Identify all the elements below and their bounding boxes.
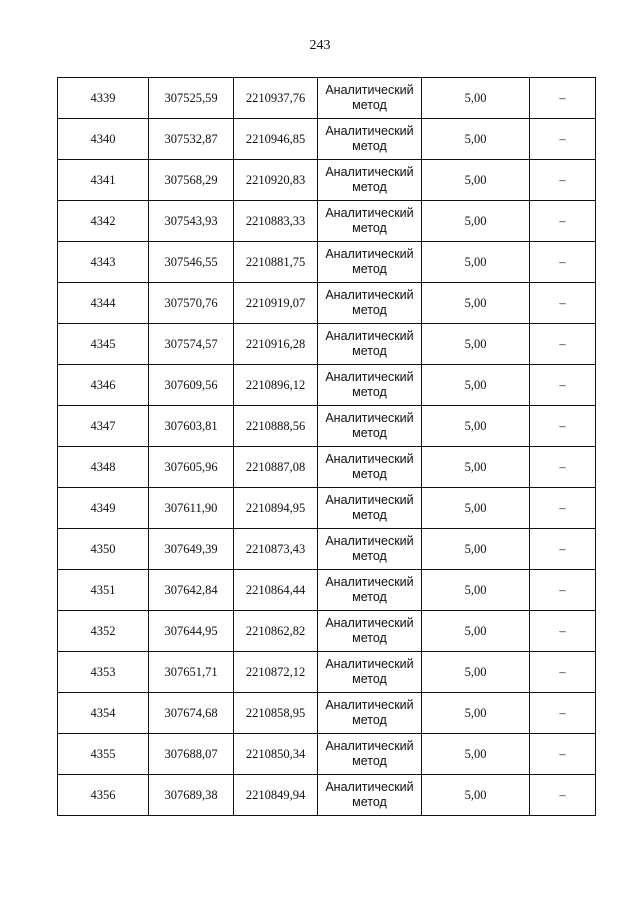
point-number-cell: 4352 xyxy=(58,611,149,652)
accuracy-cell: 5,00 xyxy=(422,570,530,611)
method-label-line2: метод xyxy=(352,98,387,112)
coordinate-y-cell: 2210862,82 xyxy=(234,611,318,652)
note-cell: – xyxy=(530,734,596,775)
coordinate-x-cell: 307642,84 xyxy=(149,570,234,611)
table-row xyxy=(58,734,596,775)
coordinate-x-cell: 307543,93 xyxy=(149,201,234,242)
coordinate-y-cell: 2210858,95 xyxy=(234,693,318,734)
point-number-cell: 4345 xyxy=(58,324,149,365)
coordinate-x-cell: 307649,39 xyxy=(149,529,234,570)
method-label-line1: Аналитический xyxy=(325,616,414,630)
point-number-cell: 4353 xyxy=(58,652,149,693)
method-label-line2: метод xyxy=(352,713,387,727)
coordinate-x-cell: 307611,90 xyxy=(149,488,234,529)
method-label-line2: метод xyxy=(352,344,387,358)
table-row xyxy=(58,406,596,447)
coordinate-y-cell: 2210937,76 xyxy=(234,78,318,119)
coordinate-y-cell: 2210850,34 xyxy=(234,734,318,775)
method-cell xyxy=(318,652,422,693)
method-label-line2: метод xyxy=(352,262,387,276)
table-row xyxy=(58,283,596,324)
point-number-cell: 4355 xyxy=(58,734,149,775)
point-number-cell: 4344 xyxy=(58,283,149,324)
method-label-line1: Аналитический xyxy=(325,329,414,343)
point-number-cell: 4346 xyxy=(58,365,149,406)
point-number-cell: 4350 xyxy=(58,529,149,570)
note-cell: – xyxy=(530,652,596,693)
method-cell xyxy=(318,406,422,447)
note-cell: – xyxy=(530,406,596,447)
coordinate-x-cell: 307609,56 xyxy=(149,365,234,406)
accuracy-cell: 5,00 xyxy=(422,652,530,693)
coordinate-y-cell: 2210849,94 xyxy=(234,775,318,816)
accuracy-cell: 5,00 xyxy=(422,365,530,406)
coordinate-y-cell: 2210916,28 xyxy=(234,324,318,365)
method-cell xyxy=(318,488,422,529)
accuracy-cell: 5,00 xyxy=(422,734,530,775)
coordinate-x-cell: 307574,57 xyxy=(149,324,234,365)
coordinate-y-cell: 2210894,95 xyxy=(234,488,318,529)
method-cell xyxy=(318,734,422,775)
point-number-cell: 4351 xyxy=(58,570,149,611)
method-cell xyxy=(318,570,422,611)
accuracy-cell: 5,00 xyxy=(422,283,530,324)
note-cell: – xyxy=(530,529,596,570)
accuracy-cell: 5,00 xyxy=(422,529,530,570)
table-row xyxy=(58,693,596,734)
method-label-line1: Аналитический xyxy=(325,657,414,671)
method-cell xyxy=(318,242,422,283)
accuracy-cell: 5,00 xyxy=(422,488,530,529)
method-label-line1: Аналитический xyxy=(325,575,414,589)
method-cell xyxy=(318,611,422,652)
point-number-cell: 4349 xyxy=(58,488,149,529)
method-label-line2: метод xyxy=(352,672,387,686)
coordinate-y-cell: 2210887,08 xyxy=(234,447,318,488)
method-label-line2: метод xyxy=(352,180,387,194)
point-number-cell: 4339 xyxy=(58,78,149,119)
table-row xyxy=(58,324,596,365)
note-cell: – xyxy=(530,78,596,119)
coordinate-y-cell: 2210896,12 xyxy=(234,365,318,406)
table-row xyxy=(58,611,596,652)
coordinate-x-cell: 307603,81 xyxy=(149,406,234,447)
coordinate-y-cell: 2210883,33 xyxy=(234,201,318,242)
accuracy-cell: 5,00 xyxy=(422,160,530,201)
accuracy-cell: 5,00 xyxy=(422,406,530,447)
method-label-line2: метод xyxy=(352,508,387,522)
table-row xyxy=(58,652,596,693)
coordinate-x-cell: 307570,76 xyxy=(149,283,234,324)
page-number: 243 xyxy=(309,38,331,53)
accuracy-cell: 5,00 xyxy=(422,119,530,160)
table-row xyxy=(58,775,596,816)
accuracy-cell: 5,00 xyxy=(422,447,530,488)
coordinate-y-cell: 2210920,83 xyxy=(234,160,318,201)
coordinate-x-cell: 307546,55 xyxy=(149,242,234,283)
point-number-cell: 4343 xyxy=(58,242,149,283)
accuracy-cell: 5,00 xyxy=(422,324,530,365)
method-cell xyxy=(318,447,422,488)
method-label-line1: Аналитический xyxy=(325,165,414,179)
point-number-cell: 4354 xyxy=(58,693,149,734)
method-label-line1: Аналитический xyxy=(325,206,414,220)
accuracy-cell: 5,00 xyxy=(422,611,530,652)
coordinate-y-cell: 2210873,43 xyxy=(234,529,318,570)
table-body xyxy=(58,78,596,816)
method-cell xyxy=(318,78,422,119)
note-cell: – xyxy=(530,570,596,611)
note-cell: – xyxy=(530,324,596,365)
method-cell xyxy=(318,119,422,160)
method-label-line2: метод xyxy=(352,385,387,399)
table-row xyxy=(58,529,596,570)
coordinates-table xyxy=(57,77,596,816)
method-label-line1: Аналитический xyxy=(325,698,414,712)
coordinate-y-cell: 2210864,44 xyxy=(234,570,318,611)
table-row xyxy=(58,242,596,283)
coordinate-x-cell: 307644,95 xyxy=(149,611,234,652)
note-cell: – xyxy=(530,242,596,283)
method-cell xyxy=(318,365,422,406)
method-label-line2: метод xyxy=(352,303,387,317)
method-cell xyxy=(318,693,422,734)
point-number-cell: 4347 xyxy=(58,406,149,447)
method-label-line1: Аналитический xyxy=(325,534,414,548)
note-cell: – xyxy=(530,283,596,324)
coordinate-y-cell: 2210919,07 xyxy=(234,283,318,324)
method-label-line2: метод xyxy=(352,631,387,645)
table-row xyxy=(58,119,596,160)
point-number-cell: 4341 xyxy=(58,160,149,201)
method-label-line2: метод xyxy=(352,426,387,440)
note-cell: – xyxy=(530,447,596,488)
table-row xyxy=(58,201,596,242)
note-cell: – xyxy=(530,201,596,242)
method-label-line1: Аналитический xyxy=(325,370,414,384)
point-number-cell: 4340 xyxy=(58,119,149,160)
method-label-line2: метод xyxy=(352,590,387,604)
accuracy-cell: 5,00 xyxy=(422,693,530,734)
method-label-line1: Аналитический xyxy=(325,247,414,261)
coordinate-x-cell: 307674,68 xyxy=(149,693,234,734)
note-cell: – xyxy=(530,775,596,816)
method-label-line2: метод xyxy=(352,139,387,153)
method-label-line2: метод xyxy=(352,221,387,235)
table-row xyxy=(58,160,596,201)
method-cell xyxy=(318,160,422,201)
note-cell: – xyxy=(530,488,596,529)
table-row xyxy=(58,488,596,529)
method-label-line2: метод xyxy=(352,549,387,563)
method-cell xyxy=(318,201,422,242)
method-label-line1: Аналитический xyxy=(325,124,414,138)
accuracy-cell: 5,00 xyxy=(422,201,530,242)
coordinate-x-cell: 307568,29 xyxy=(149,160,234,201)
accuracy-cell: 5,00 xyxy=(422,242,530,283)
method-label-line1: Аналитический xyxy=(325,288,414,302)
point-number-cell: 4348 xyxy=(58,447,149,488)
table-row xyxy=(58,365,596,406)
coordinate-x-cell: 307525,59 xyxy=(149,78,234,119)
coordinate-x-cell: 307651,71 xyxy=(149,652,234,693)
coordinate-y-cell: 2210946,85 xyxy=(234,119,318,160)
coordinate-x-cell: 307689,38 xyxy=(149,775,234,816)
note-cell: – xyxy=(530,119,596,160)
coordinate-x-cell: 307688,07 xyxy=(149,734,234,775)
accuracy-cell: 5,00 xyxy=(422,775,530,816)
method-label-line1: Аналитический xyxy=(325,493,414,507)
note-cell: – xyxy=(530,160,596,201)
coordinate-y-cell: 2210872,12 xyxy=(234,652,318,693)
table-row xyxy=(58,78,596,119)
note-cell: – xyxy=(530,693,596,734)
method-cell xyxy=(318,775,422,816)
method-cell xyxy=(318,529,422,570)
table-row xyxy=(58,447,596,488)
method-label-line2: метод xyxy=(352,795,387,809)
method-label-line2: метод xyxy=(352,467,387,481)
method-label-line1: Аналитический xyxy=(325,83,414,97)
coordinate-y-cell: 2210881,75 xyxy=(234,242,318,283)
method-label-line1: Аналитический xyxy=(325,739,414,753)
coordinate-y-cell: 2210888,56 xyxy=(234,406,318,447)
method-label-line2: метод xyxy=(352,754,387,768)
note-cell: – xyxy=(530,365,596,406)
coordinate-x-cell: 307605,96 xyxy=(149,447,234,488)
method-label-line1: Аналитический xyxy=(325,452,414,466)
method-cell xyxy=(318,283,422,324)
method-label-line1: Аналитический xyxy=(325,411,414,425)
point-number-cell: 4342 xyxy=(58,201,149,242)
table-row xyxy=(58,570,596,611)
note-cell: – xyxy=(530,611,596,652)
coordinate-x-cell: 307532,87 xyxy=(149,119,234,160)
method-cell xyxy=(318,324,422,365)
accuracy-cell: 5,00 xyxy=(422,78,530,119)
method-label-line1: Аналитический xyxy=(325,780,414,794)
point-number-cell: 4356 xyxy=(58,775,149,816)
